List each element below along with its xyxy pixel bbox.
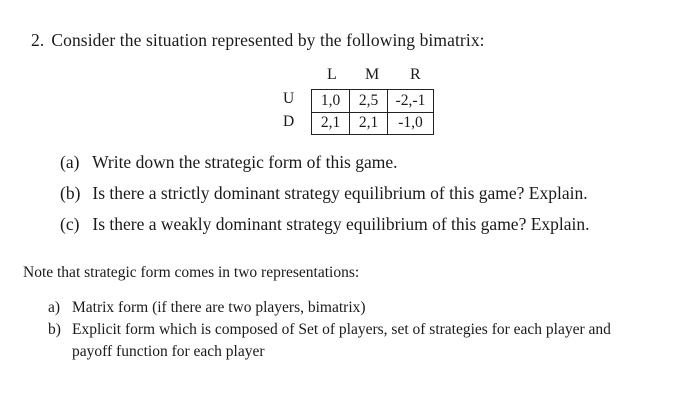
question-text: Consider the situation represented by the following bimatrix: [51, 30, 485, 50]
column-label-r: R [410, 66, 421, 83]
row-label-u: U [283, 90, 295, 107]
row-label-d: D [283, 113, 295, 130]
payoff-cell-u-m: 2,5 [350, 90, 388, 112]
note-item-text: Matrix form (if there are two players, bimatrix) [72, 299, 366, 316]
part-text: Is there a weakly dominant strategy equilibrium of this game? Explain. [92, 214, 590, 234]
part-a [60, 152, 590, 183]
payoff-cell-u-r: -2,-1 [388, 90, 434, 112]
part-label: (b) [60, 183, 81, 203]
payoff-cell-d-r: -1,0 [388, 112, 434, 134]
part-c [60, 214, 590, 245]
bimatrix-column-headers [311, 66, 433, 88]
note-list [48, 297, 648, 363]
list-marker: a) [48, 299, 61, 316]
question-parts [60, 152, 590, 245]
part-label: (c) [60, 214, 80, 234]
note-item-b [48, 319, 648, 363]
part-b [60, 183, 590, 214]
part-text: Is there a strictly dominant strategy equilibrium of this game? Explain. [92, 183, 588, 203]
column-label-m: M [365, 66, 380, 83]
bimatrix-cells-d [311, 112, 434, 135]
note-intro: Note that strategic form comes in two representations: [23, 264, 360, 281]
note-item-a [48, 297, 648, 319]
payoff-cell-d-m: 2,1 [350, 112, 388, 134]
column-label-l: L [327, 66, 337, 83]
payoff-cell-u-l: 1,0 [312, 90, 350, 112]
part-text: Write down the strategic form of this game. [92, 152, 398, 172]
part-label: (a) [60, 152, 80, 172]
question-heading [31, 30, 485, 51]
bimatrix-cells-u [311, 89, 434, 113]
payoff-cell-d-l: 2,1 [312, 112, 350, 134]
question-number: 2. [31, 30, 45, 50]
note-item-text: Explicit form which is composed of Set of players, set of strategies for each player and payoff function for each player [72, 321, 611, 360]
list-marker: b) [48, 321, 61, 338]
